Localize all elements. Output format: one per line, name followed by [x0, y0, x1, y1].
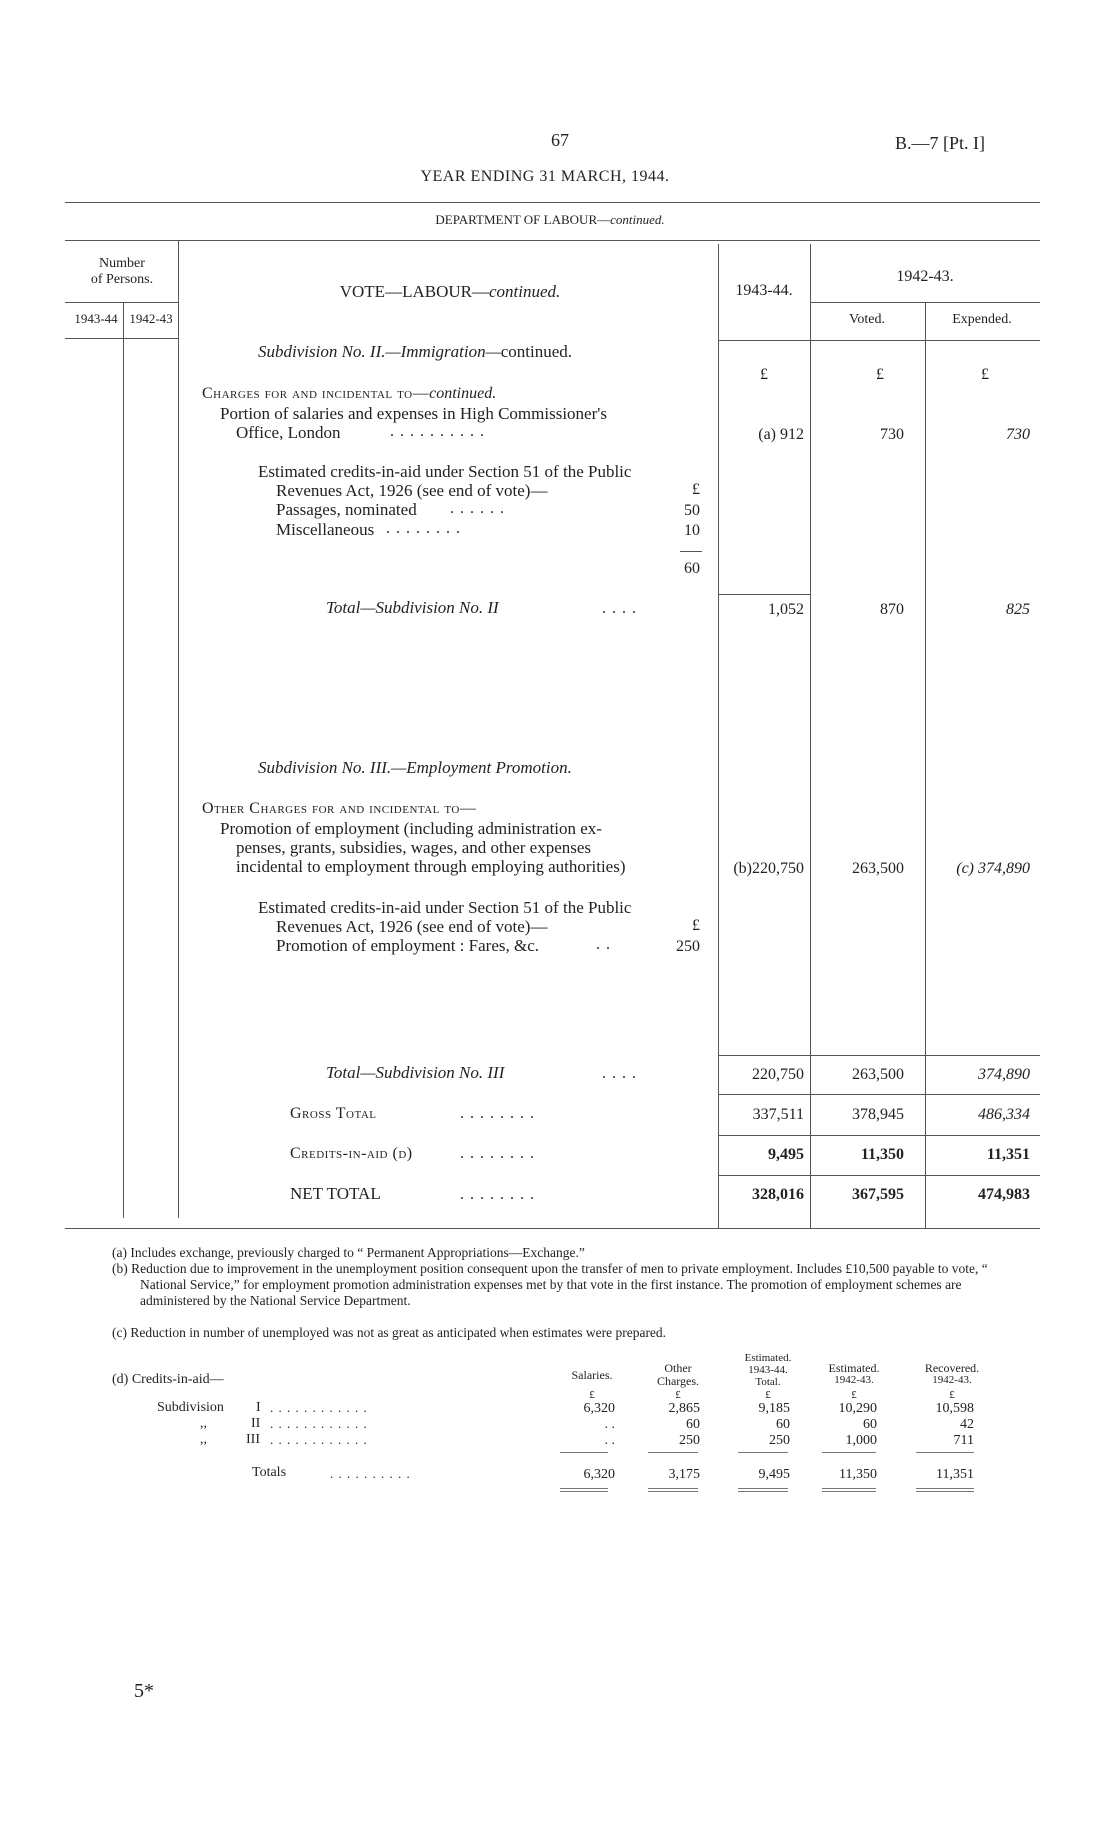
credits-in-aid-1943: 9,495: [768, 1146, 804, 1163]
gross-total-dots: . . . . . . . .: [460, 1105, 535, 1122]
row-label: ,,: [200, 1416, 207, 1431]
totals-est42: 11,350: [839, 1467, 877, 1482]
totals-salaries: 6,320: [583, 1467, 615, 1482]
totals-recovered: 11,351: [936, 1467, 974, 1482]
persons-title: Number: [99, 256, 145, 271]
sub2-credits-line2: Revenues Act, 1926 (see end of vote)—: [276, 481, 548, 500]
sub2-item-voted: 730: [880, 426, 904, 443]
credits-sum-rule: [560, 1452, 608, 1453]
credits-double-rule: [738, 1488, 788, 1489]
credits-double-rule: [822, 1488, 876, 1489]
sub3-total-voted: 263,500: [852, 1066, 904, 1083]
credits-double-rule: [916, 1491, 974, 1492]
charges-heading: Charges for and incidental to—continued.: [202, 385, 497, 402]
row-label: Subdivision: [157, 1400, 224, 1415]
table-bottom-rule: [65, 1228, 1040, 1229]
row-est42: 1,000: [845, 1433, 877, 1448]
totals-dots: . . . . . . . . . .: [330, 1466, 411, 1481]
credits-sum-rule: [738, 1452, 788, 1453]
promo-dots: . .: [596, 936, 611, 953]
credits-sum-rule: [680, 551, 702, 552]
row-number: I: [256, 1400, 261, 1415]
sub3-item-1943: (b)220,750: [733, 860, 804, 877]
credits-h-salaries: Salaries.: [571, 1368, 613, 1382]
credits-sum-rule: [916, 1452, 974, 1453]
misc-value: 10: [684, 522, 700, 539]
sub3-heading: Other Charges for and incidental to—: [202, 800, 477, 817]
sub2-total-dots: . . . .: [602, 600, 637, 617]
row-other: 250: [679, 1433, 700, 1448]
row-est43: 60: [776, 1417, 790, 1432]
sub3-credits-line1: Estimated credits-in-aid under Section 51 of the Public: [258, 898, 632, 917]
passages-label: Passages, nominated: [276, 500, 417, 519]
credits-unit: £: [851, 1389, 857, 1401]
sub2-item-1943: (a) 912: [758, 426, 804, 443]
credits-in-aid-label: Credits-in-aid (d): [290, 1145, 413, 1162]
row-est42: 10,290: [838, 1401, 877, 1416]
footnote-c: (c) Reduction in number of unemployed was not as great as anticipated when estimates were prepared.: [112, 1325, 667, 1340]
credits-sum-rule: [648, 1452, 698, 1453]
row-other: 2,865: [668, 1401, 700, 1416]
row-recovered: 42: [960, 1417, 974, 1432]
pound-expended: £: [981, 366, 989, 383]
year-1942-header: 1942-43.: [896, 268, 954, 285]
document-reference: B.—7 [Pt. I]: [895, 133, 985, 153]
credits-h-est43-3: Total.: [755, 1376, 781, 1388]
sub2-credits-total: 60: [684, 560, 700, 577]
sub3-total-rule: [718, 1055, 1040, 1056]
totals-est43: 9,495: [758, 1467, 790, 1482]
persons-header-rule: [65, 302, 178, 303]
gross-total-voted: 378,945: [852, 1106, 904, 1123]
sub2-total-1943: 1,052: [768, 601, 804, 618]
sub3-total-1943: 220,750: [752, 1066, 804, 1083]
sub3-total-expended: 374,890: [978, 1066, 1030, 1083]
row-number: II: [251, 1416, 261, 1431]
sub2-total-label: Total—Subdivision No. II: [326, 598, 499, 617]
credits-h-rec-2: 1942-43.: [932, 1374, 972, 1386]
sub2-total-rule-1943: [718, 594, 810, 595]
totals-other: 3,175: [668, 1467, 700, 1482]
net-rule: [718, 1175, 1040, 1176]
sub2-item-expended: 730: [1006, 426, 1030, 443]
sub3-total-label: Total—Subdivision No. III: [326, 1063, 505, 1082]
row-est42: 60: [863, 1417, 877, 1432]
persons-subtitle: of Persons.: [90, 272, 154, 287]
row-label: ,,: [200, 1432, 207, 1447]
persons-right-border: [178, 240, 179, 1218]
sub3-credits-pound: £: [692, 917, 700, 934]
department-title: DEPARTMENT OF LABOUR—continued.: [435, 212, 665, 227]
credits-rule: [718, 1135, 1040, 1136]
credits-h-other-2: Charges.: [656, 1374, 700, 1388]
subdivision-ii-title: Subdivision No. II.—Immigration—continued.: [258, 342, 573, 361]
passages-dots: . . . . . .: [450, 500, 505, 517]
sub3-item-voted: 263,500: [852, 860, 904, 877]
credits-table-title: (d) Credits-in-aid—: [112, 1372, 224, 1387]
sub3-total-dots: . . . .: [602, 1065, 637, 1082]
sub3-item-line1: Promotion of employment (including administration ex-: [220, 819, 602, 838]
net-total-1943: 328,016: [752, 1186, 804, 1203]
credits-h-rec-1: Recovered.: [924, 1361, 980, 1375]
voted-header: Voted.: [849, 312, 885, 327]
sub3-item-expended: (c) 374,890: [956, 860, 1030, 877]
row-dots: . . . . . . . . . . . .: [270, 1416, 368, 1431]
sub2-item-line2: Office, London: [236, 423, 341, 442]
credits-h-other-1: Other: [664, 1361, 692, 1375]
sub3-credits-line2: Revenues Act, 1926 (see end of vote)—: [276, 917, 548, 936]
col-1943-border: [718, 244, 719, 1228]
totals-label: Totals: [252, 1465, 287, 1480]
header-rule: [65, 202, 1040, 203]
sub2-total-voted: 870: [880, 601, 904, 618]
promo-label: Promotion of employment : Fares, &c.: [276, 936, 539, 955]
vote-title: VOTE—LABOUR—continued.: [339, 282, 561, 301]
persons-subheader-rule: [65, 338, 178, 339]
sub3-item-line2: penses, grants, subsidies, wages, and other expenses: [236, 838, 592, 857]
credits-double-rule: [560, 1488, 608, 1489]
footnote-b: (b) Reduction due to improvement in the unemployment position consequent upon the transfer of men to private employment. Includes £10,500 payable to vote, “ National Service,” for employment promotion administration expenses met by that vote in the first instance. The promotion of employment schemes are administered by the National Service Department.: [112, 1261, 988, 1308]
row-recovered: 10,598: [935, 1401, 974, 1416]
row-recovered: 711: [953, 1433, 974, 1448]
footnote-a: (a) Includes exchange, previously charged to “ Permanent Appropriations—Exchange.”: [112, 1245, 585, 1260]
row-salaries: . .: [604, 1417, 615, 1432]
promo-value: 250: [676, 938, 700, 955]
misc-label: Miscellaneous: [276, 520, 375, 539]
page-number: 67: [551, 130, 569, 150]
credits-unit: £: [949, 1389, 955, 1401]
row-salaries: 6,320: [583, 1401, 615, 1416]
row-dots: . . . . . . . . . . . .: [270, 1400, 368, 1415]
sub3-item-line3: incidental to employment through employing authorities): [236, 857, 626, 876]
table-top-rule: [65, 240, 1040, 241]
persons-1943-header: 1943-44: [74, 311, 118, 326]
row-est43: 250: [769, 1433, 790, 1448]
subdivision-iii-title: Subdivision No. III.—Employment Promotion.: [258, 758, 572, 777]
sub2-total-expended: 825: [1006, 601, 1030, 618]
sub2-credits-line1: Estimated credits-in-aid under Section 51 of the Public: [258, 462, 632, 481]
credits-sum-rule: [822, 1452, 876, 1453]
year-title: YEAR ENDING 31 MARCH, 1944.: [420, 168, 670, 185]
credits-h-est42-1: Estimated.: [828, 1361, 880, 1375]
pound-voted: £: [876, 366, 884, 383]
sub2-credits-pound: £: [692, 481, 700, 498]
page-signature-mark: 5*: [134, 1680, 154, 1702]
row-other: 60: [686, 1417, 700, 1432]
net-total-voted: 367,595: [852, 1186, 904, 1203]
row-number: III: [246, 1432, 260, 1447]
gross-total-1943: 337,511: [752, 1106, 804, 1123]
credits-h-est43-2: 1943-44.: [748, 1364, 788, 1376]
col-expended-border: [925, 302, 926, 1228]
passages-value: 50: [684, 502, 700, 519]
gross-rule: [718, 1094, 1040, 1095]
pound-1943: £: [760, 366, 768, 383]
expended-header: Expended.: [952, 312, 1012, 327]
year-1943-header: 1943-44.: [735, 282, 793, 299]
col-voted-border: [810, 244, 811, 1228]
amount-header-rule: [718, 340, 1040, 341]
credits-h-est43-1: Estimated.: [744, 1352, 792, 1364]
net-total-dots: . . . . . . . .: [460, 1186, 535, 1203]
year1942-header-rule: [810, 302, 1040, 303]
credits-double-rule: [822, 1491, 876, 1492]
sub2-item-dots: . . . . . . . . . .: [390, 423, 485, 440]
credits-in-aid-expended: 11,351: [986, 1146, 1030, 1163]
gross-total-expended: 486,334: [978, 1106, 1030, 1123]
credits-in-aid-dots: . . . . . . . .: [460, 1145, 535, 1162]
persons-divider: [123, 302, 124, 1218]
credits-double-rule: [916, 1488, 974, 1489]
credits-double-rule: [560, 1491, 608, 1492]
credits-unit: £: [675, 1389, 681, 1401]
misc-dots: . . . . . . . .: [386, 520, 461, 537]
persons-1942-header: 1942-43: [129, 311, 173, 326]
net-total-label: NET TOTAL: [290, 1184, 381, 1203]
credits-double-rule: [738, 1491, 788, 1492]
gross-total-label: Gross Total: [290, 1105, 377, 1122]
sub2-item-line1: Portion of salaries and expenses in High Commissioner's: [220, 404, 607, 423]
credits-unit: £: [765, 1389, 771, 1401]
credits-h-est42-2: 1942-43.: [834, 1374, 874, 1386]
credits-double-rule: [648, 1491, 698, 1492]
row-dots: . . . . . . . . . . . .: [270, 1432, 368, 1447]
row-salaries: . .: [604, 1433, 615, 1448]
credits-in-aid-voted: 11,350: [860, 1146, 904, 1163]
credits-double-rule: [648, 1488, 698, 1489]
net-total-expended: 474,983: [978, 1186, 1030, 1203]
row-est43: 9,185: [758, 1401, 790, 1416]
credits-unit: £: [589, 1389, 595, 1401]
